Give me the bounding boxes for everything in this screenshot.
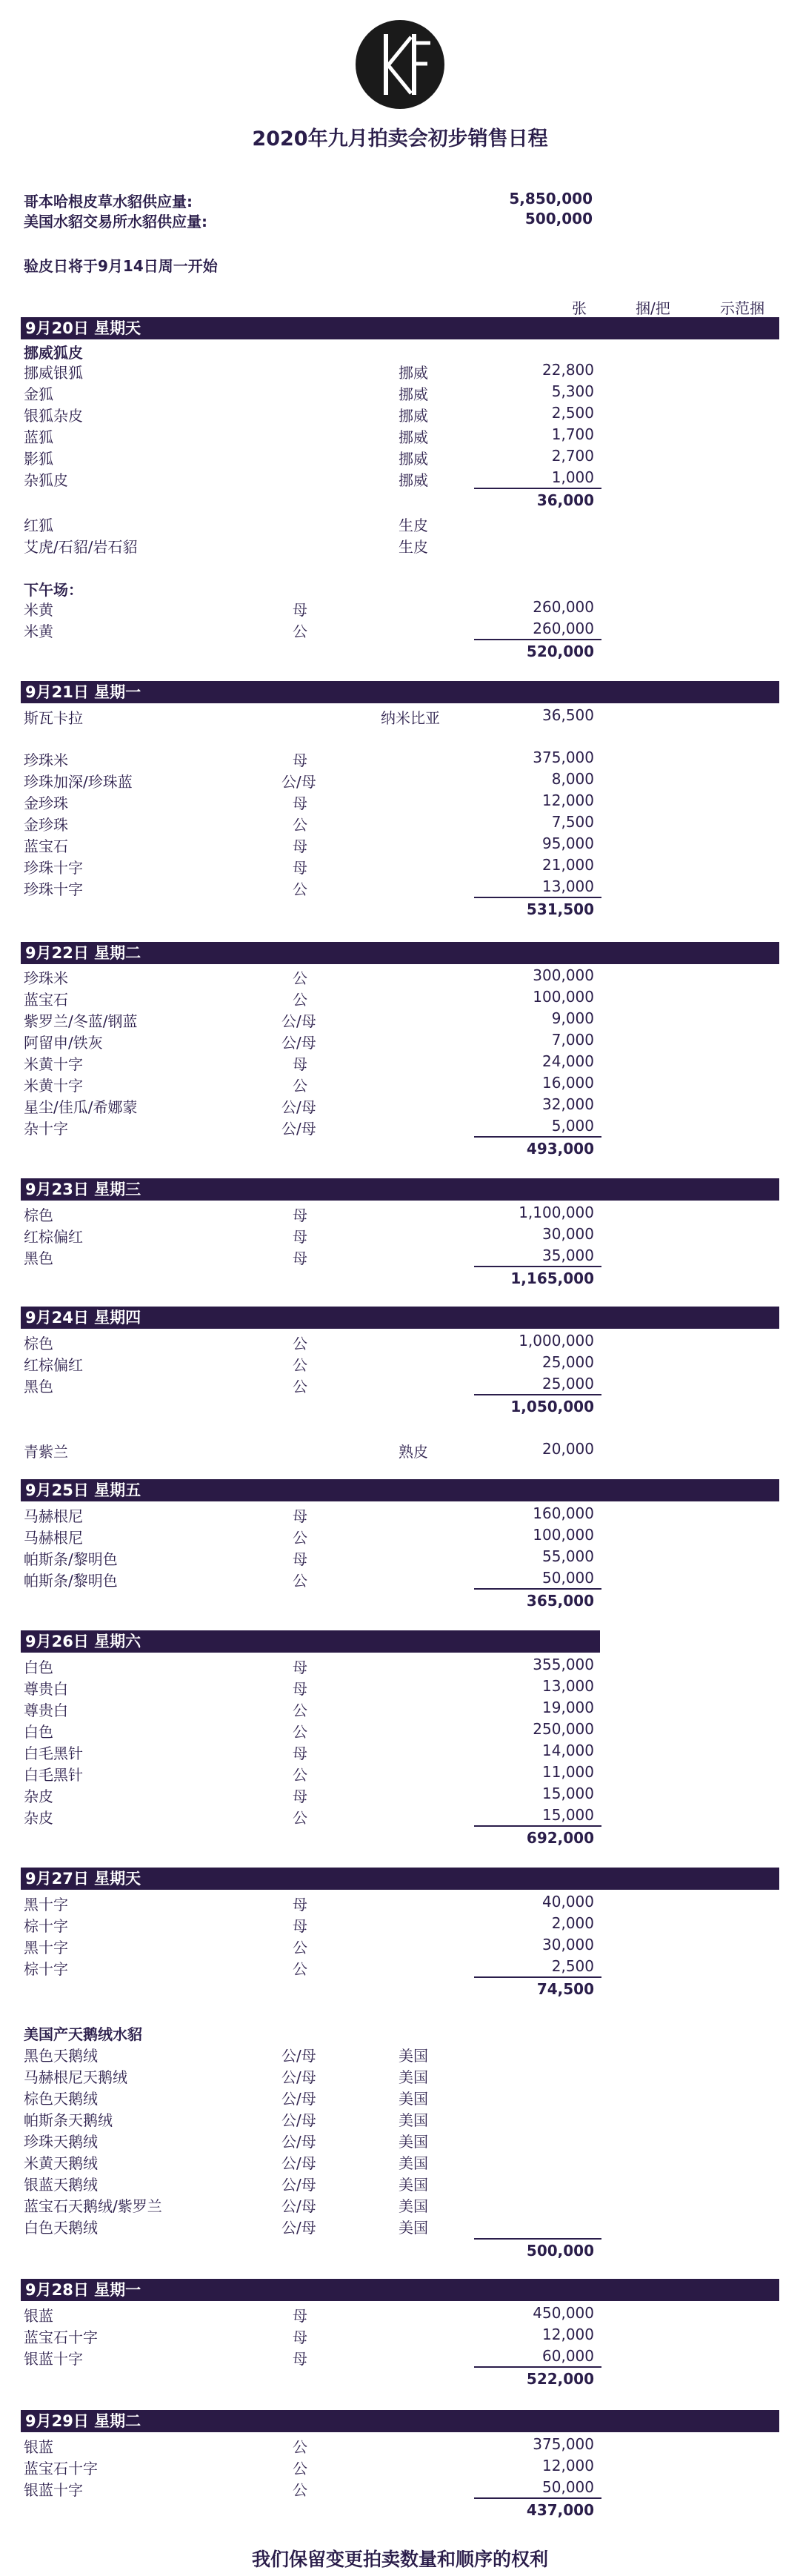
total-rule xyxy=(474,488,601,489)
item-quantity: 55,000 xyxy=(542,1547,594,1565)
item-origin: 熟皮 xyxy=(399,1443,428,1461)
item-name: 白色 xyxy=(24,1723,53,1741)
item-sex: 公 xyxy=(293,2481,307,2499)
item-quantity: 20,000 xyxy=(542,1440,594,1458)
supply-value: 500,000 xyxy=(524,210,593,228)
item-quantity: 2,700 xyxy=(551,447,594,465)
item-quantity: 15,000 xyxy=(542,1785,594,1802)
item-sex: 公 xyxy=(293,1356,307,1374)
item-name: 米黄 xyxy=(24,623,53,640)
item-sex: 公 xyxy=(293,816,307,834)
item-sex: 公/母 xyxy=(281,2219,316,2237)
item-quantity: 300,000 xyxy=(533,966,594,984)
item-sex: 公/母 xyxy=(281,2090,316,2108)
item-quantity: 21,000 xyxy=(542,856,594,874)
item-name: 青紫兰 xyxy=(24,1443,68,1461)
item-sex: 公 xyxy=(293,991,307,1009)
item-name: 米黄十字 xyxy=(24,1077,83,1095)
item-name: 银蓝 xyxy=(24,2307,53,2325)
item-quantity: 13,000 xyxy=(542,1677,594,1695)
item-sex: 母 xyxy=(293,1896,307,1913)
item-origin: 美国 xyxy=(399,2047,428,2065)
item-quantity: 50,000 xyxy=(542,2478,594,2496)
item-sex: 母 xyxy=(293,751,307,769)
item-sex: 母 xyxy=(293,1507,307,1525)
item-sex: 公 xyxy=(293,2438,307,2456)
item-quantity: 2,500 xyxy=(551,1957,594,1975)
item-quantity: 50,000 xyxy=(542,1569,594,1587)
item-name: 蓝狐 xyxy=(24,428,53,446)
item-quantity: 30,000 xyxy=(542,1225,594,1243)
total-rule xyxy=(474,1588,601,1590)
item-name: 黑十字 xyxy=(24,1939,68,1956)
item-quantity: 16,000 xyxy=(542,1074,594,1092)
page-title: 2020年九月拍卖会初步销售日程 xyxy=(252,127,548,150)
item-name: 棕色 xyxy=(24,1335,53,1352)
item-origin: 美国 xyxy=(399,2197,428,2215)
footer-disclaimer: 我们保留变更拍卖数量和顺序的权利 xyxy=(251,2549,548,2570)
total-rule xyxy=(474,1825,601,1827)
item-origin: 美国 xyxy=(399,2133,428,2151)
item-quantity: 25,000 xyxy=(542,1353,594,1371)
item-name: 艾虎/石貂/岩石貂 xyxy=(24,538,138,556)
item-sex: 公 xyxy=(293,1572,307,1590)
item-name: 杂十字 xyxy=(24,1120,68,1138)
item-quantity: 22,800 xyxy=(542,361,594,379)
inspection-note: 验皮日将于9月14日周一开始 xyxy=(24,257,218,275)
item-quantity: 2,000 xyxy=(551,1914,594,1932)
item-sex: 公/母 xyxy=(281,1012,316,1030)
item-name: 红狐 xyxy=(24,517,53,534)
item-sex: 母 xyxy=(293,2307,307,2325)
item-quantity: 260,000 xyxy=(533,598,594,616)
item-name: 星尘/佳瓜/希娜蒙 xyxy=(24,1098,138,1116)
item-sex: 公/母 xyxy=(281,2111,316,2129)
subtotal: 522,000 xyxy=(526,2370,594,2388)
item-quantity: 24,000 xyxy=(542,1052,594,1070)
total-rule xyxy=(474,2497,601,2499)
item-quantity: 375,000 xyxy=(533,748,594,766)
item-name: 黑色 xyxy=(24,1378,53,1395)
section-header: 下午场： xyxy=(24,581,83,599)
item-quantity: 7,500 xyxy=(551,813,594,831)
item-quantity: 19,000 xyxy=(542,1699,594,1716)
item-sex: 公 xyxy=(293,1077,307,1095)
item-origin: 生皮 xyxy=(399,538,428,556)
day-header: 9月27日 星期天 xyxy=(21,1868,779,1890)
subtotal: 500,000 xyxy=(526,2242,594,2260)
item-quantity: 355,000 xyxy=(533,1656,594,1673)
item-origin: 美国 xyxy=(399,2219,428,2237)
subtotal: 1,165,000 xyxy=(510,1269,594,1287)
item-name: 米黄 xyxy=(24,601,53,619)
day-header: 9月22日 星期二 xyxy=(21,942,779,964)
item-quantity: 12,000 xyxy=(542,2326,594,2343)
item-sex: 母 xyxy=(293,1917,307,1935)
item-quantity: 13,000 xyxy=(542,877,594,895)
company-logo xyxy=(353,18,447,111)
item-quantity: 1,000,000 xyxy=(519,1332,594,1350)
item-name: 黑色 xyxy=(24,1249,53,1267)
item-name: 白毛黑针 xyxy=(24,1745,83,1762)
item-quantity: 260,000 xyxy=(533,620,594,637)
item-sex: 母 xyxy=(293,859,307,877)
item-name: 紫罗兰/冬蓝/钢蓝 xyxy=(24,1012,138,1030)
item-sex: 公 xyxy=(293,1766,307,1784)
item-quantity: 7,000 xyxy=(551,1031,594,1049)
column-header-pieces: 张 xyxy=(572,299,587,317)
section-header: 挪威狐皮 xyxy=(24,344,83,362)
total-rule xyxy=(474,1266,601,1267)
item-name: 珍珠十字 xyxy=(24,859,83,877)
item-origin: 美国 xyxy=(399,2068,428,2086)
subtotal: 437,000 xyxy=(526,2501,594,2519)
item-name: 蓝宝石 xyxy=(24,837,68,855)
item-sex: 公/母 xyxy=(281,1098,316,1116)
subtotal: 1,050,000 xyxy=(510,1398,594,1415)
item-quantity: 25,000 xyxy=(542,1375,594,1392)
item-sex: 公/母 xyxy=(281,2176,316,2194)
total-rule xyxy=(474,1976,601,1978)
item-sex: 公/母 xyxy=(281,1120,316,1138)
item-sex: 公 xyxy=(293,969,307,987)
item-sex: 母 xyxy=(293,2328,307,2346)
item-quantity: 11,000 xyxy=(542,1763,594,1781)
item-name: 棕色 xyxy=(24,1206,53,1224)
item-sex: 母 xyxy=(293,1249,307,1267)
item-name: 黑色天鹅绒 xyxy=(24,2047,98,2065)
item-quantity: 375,000 xyxy=(533,2435,594,2453)
item-quantity: 40,000 xyxy=(542,1893,594,1911)
total-rule xyxy=(474,639,601,640)
item-name: 阿留申/铁灰 xyxy=(24,1034,103,1052)
item-name: 银蓝十字 xyxy=(24,2481,83,2499)
item-name: 白毛黑针 xyxy=(24,1766,83,1784)
item-sex: 母 xyxy=(293,1745,307,1762)
day-header: 9月20日 星期天 xyxy=(21,317,779,339)
item-sex: 母 xyxy=(293,1206,307,1224)
item-quantity: 5,300 xyxy=(551,382,594,400)
total-rule xyxy=(474,2238,601,2240)
supply-label: 哥本哈根皮草水貂供应量: xyxy=(24,193,193,210)
item-sex: 公/母 xyxy=(281,2197,316,2215)
item-name: 白色 xyxy=(24,1659,53,1676)
item-origin: 挪威 xyxy=(399,450,428,468)
item-sex: 母 xyxy=(293,1228,307,1246)
supply-label: 美国水貂交易所水貂供应量: xyxy=(24,213,207,230)
item-origin: 美国 xyxy=(399,2176,428,2194)
item-name: 蓝宝石十字 xyxy=(24,2328,98,2346)
day-header: 9月25日 星期五 xyxy=(21,1479,779,1501)
item-name: 红棕偏红 xyxy=(24,1356,83,1374)
item-name: 杂皮 xyxy=(24,1787,53,1805)
item-sex: 母 xyxy=(293,1680,307,1698)
item-sex: 公 xyxy=(293,1939,307,1956)
item-name: 尊贵白 xyxy=(24,1702,68,1719)
item-name: 马赫根尼 xyxy=(24,1529,83,1547)
item-name: 蓝宝石天鹅绒/紫罗兰 xyxy=(24,2197,162,2215)
supply-value: 5,850,000 xyxy=(509,190,593,208)
item-name: 银蓝天鹅绒 xyxy=(24,2176,98,2194)
item-name: 帕斯条/黎明色 xyxy=(24,1550,118,1568)
item-sex: 公/母 xyxy=(281,2047,316,2065)
item-name: 蓝宝石 xyxy=(24,991,68,1009)
item-name: 金狐 xyxy=(24,385,53,403)
item-origin: 美国 xyxy=(399,2154,428,2172)
item-sex: 母 xyxy=(293,837,307,855)
item-sex: 公 xyxy=(293,1529,307,1547)
item-name: 米黄天鹅绒 xyxy=(24,2154,98,2172)
subtotal: 692,000 xyxy=(526,1829,594,1847)
item-quantity: 100,000 xyxy=(533,1526,594,1544)
item-quantity: 160,000 xyxy=(533,1504,594,1522)
total-rule xyxy=(474,1136,601,1138)
item-name: 金珍珠 xyxy=(24,816,68,834)
item-name: 挪威银狐 xyxy=(24,364,83,382)
item-quantity: 14,000 xyxy=(542,1742,594,1759)
item-sex: 公 xyxy=(293,1809,307,1827)
item-quantity: 5,000 xyxy=(551,1117,594,1135)
item-sex: 母 xyxy=(293,1550,307,1568)
subtotal: 36,000 xyxy=(536,491,594,509)
item-sex: 公 xyxy=(293,1960,307,1978)
subtotal: 520,000 xyxy=(526,643,594,660)
item-origin: 挪威 xyxy=(399,385,428,403)
item-origin: 美国 xyxy=(399,2090,428,2108)
item-sex: 公/母 xyxy=(281,2068,316,2086)
item-quantity: 15,000 xyxy=(542,1806,594,1824)
item-sex: 公/母 xyxy=(281,773,316,791)
item-quantity: 1,700 xyxy=(551,425,594,443)
item-quantity: 2,500 xyxy=(551,404,594,422)
item-name: 帕斯条天鹅绒 xyxy=(24,2111,113,2129)
item-origin: 挪威 xyxy=(399,428,428,446)
item-sex: 公 xyxy=(293,1378,307,1395)
item-sex: 公 xyxy=(293,2460,307,2477)
day-header: 9月26日 星期六 xyxy=(21,1630,600,1653)
day-header: 9月24日 星期四 xyxy=(21,1307,779,1329)
item-name: 白色天鹅绒 xyxy=(24,2219,98,2237)
item-name: 珍珠天鹅绒 xyxy=(24,2133,98,2151)
day-header: 9月23日 星期三 xyxy=(21,1178,779,1201)
item-name: 红棕偏红 xyxy=(24,1228,83,1246)
item-sex: 母 xyxy=(293,1787,307,1805)
item-name: 珍珠十字 xyxy=(24,880,83,898)
item-name: 金珍珠 xyxy=(24,794,68,812)
subtotal: 74,500 xyxy=(536,1980,594,1998)
item-name: 斯瓦卡拉 xyxy=(24,709,83,727)
item-quantity: 32,000 xyxy=(542,1095,594,1113)
item-origin: 挪威 xyxy=(399,364,428,382)
item-name: 棕十字 xyxy=(24,1960,68,1978)
total-rule xyxy=(474,2366,601,2368)
total-rule xyxy=(474,897,601,898)
item-sex: 公/母 xyxy=(281,2133,316,2151)
item-sex: 公/母 xyxy=(281,1034,316,1052)
item-name: 杂皮 xyxy=(24,1809,53,1827)
total-rule xyxy=(474,1394,601,1395)
item-sex: 公/母 xyxy=(281,2154,316,2172)
item-sex: 母 xyxy=(293,794,307,812)
subtotal: 531,500 xyxy=(526,900,594,918)
item-origin: 挪威 xyxy=(399,407,428,425)
item-name: 蓝宝石十字 xyxy=(24,2460,98,2477)
item-name: 银狐杂皮 xyxy=(24,407,83,425)
item-name: 米黄十字 xyxy=(24,1055,83,1073)
item-name: 珍珠加深/珍珠蓝 xyxy=(24,773,133,791)
item-name: 珍珠米 xyxy=(24,751,68,769)
day-header: 9月29日 星期二 xyxy=(21,2410,779,2432)
day-header: 9月28日 星期一 xyxy=(21,2279,779,2301)
item-sex: 公 xyxy=(293,1335,307,1352)
item-quantity: 95,000 xyxy=(542,834,594,852)
day-header: 9月21日 星期一 xyxy=(21,681,779,703)
column-header-bundle: 捆/把 xyxy=(636,299,670,317)
item-name: 杂狐皮 xyxy=(24,471,68,489)
item-quantity: 30,000 xyxy=(542,1936,594,1953)
item-quantity: 12,000 xyxy=(542,2457,594,2474)
item-name: 马赫根尼天鹅绒 xyxy=(24,2068,127,2086)
item-quantity: 1,100,000 xyxy=(519,1204,594,1221)
item-sex: 母 xyxy=(293,1659,307,1676)
item-quantity: 1,000 xyxy=(551,468,594,486)
item-origin: 美国 xyxy=(399,2111,428,2129)
item-sex: 母 xyxy=(293,1055,307,1073)
item-quantity: 35,000 xyxy=(542,1246,594,1264)
subtotal: 365,000 xyxy=(526,1592,594,1610)
item-name: 黑十字 xyxy=(24,1896,68,1913)
item-origin: 纳米比亚 xyxy=(381,709,440,727)
item-sex: 母 xyxy=(293,2350,307,2368)
item-sex: 母 xyxy=(293,601,307,619)
item-quantity: 36,500 xyxy=(542,706,594,724)
item-sex: 公 xyxy=(293,1723,307,1741)
subtotal: 493,000 xyxy=(526,1140,594,1158)
item-origin: 生皮 xyxy=(399,517,428,534)
section-header: 美国产天鹅绒水貂 xyxy=(24,2025,142,2043)
item-origin: 挪威 xyxy=(399,471,428,489)
item-quantity: 60,000 xyxy=(542,2347,594,2365)
item-name: 影狐 xyxy=(24,450,53,468)
item-quantity: 12,000 xyxy=(542,791,594,809)
item-name: 银蓝 xyxy=(24,2438,53,2456)
item-quantity: 250,000 xyxy=(533,1720,594,1738)
item-quantity: 8,000 xyxy=(551,770,594,788)
item-name: 帕斯条/黎明色 xyxy=(24,1572,118,1590)
item-name: 棕色天鹅绒 xyxy=(24,2090,98,2108)
item-name: 马赫根尼 xyxy=(24,1507,83,1525)
item-sex: 公 xyxy=(293,1702,307,1719)
item-quantity: 450,000 xyxy=(533,2304,594,2322)
item-quantity: 9,000 xyxy=(551,1009,594,1027)
item-name: 尊贵白 xyxy=(24,1680,68,1698)
item-name: 银蓝十字 xyxy=(24,2350,83,2368)
item-sex: 公 xyxy=(293,880,307,898)
item-sex: 公 xyxy=(293,623,307,640)
item-quantity: 100,000 xyxy=(533,988,594,1006)
item-name: 珍珠米 xyxy=(24,969,68,987)
item-name: 棕十字 xyxy=(24,1917,68,1935)
column-header-sample: 示范捆 xyxy=(720,299,764,317)
